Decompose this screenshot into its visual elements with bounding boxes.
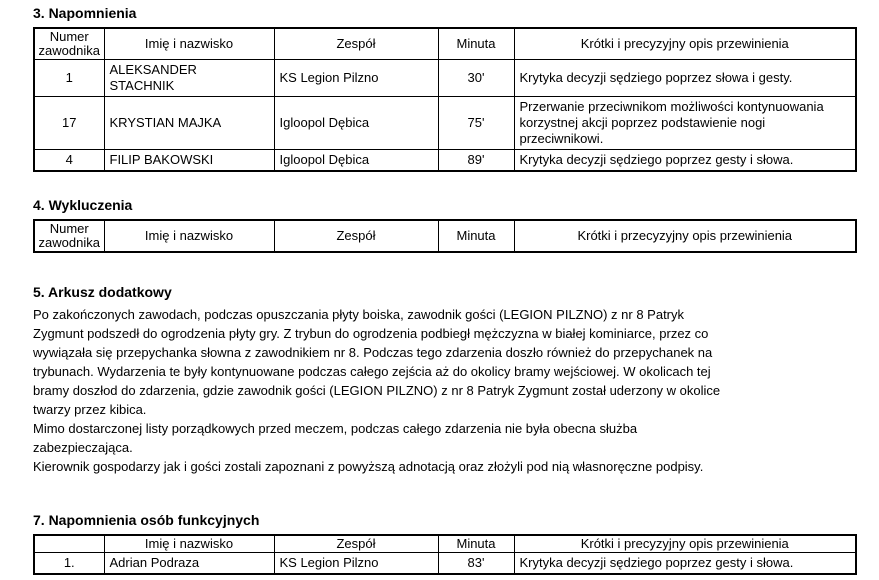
text-line: wywiązała się przepychanka słowna z zawodnikiem nr 8. Podczas tego zdarzenia doszło również do przepychanek na (33, 345, 713, 360)
header-team: Zespół (274, 220, 438, 252)
section-4-title: 4. Wykluczenia (33, 197, 133, 213)
text-line: Zygmunt podszedł do ogrodzenia płyty gry. Z trybun do ogrodzenia podbiegł mężczyzna w białej kominiarce, przez co (33, 326, 709, 341)
text-line: twarzy przez kibica. (33, 402, 147, 417)
section-napomnienia (33, 5, 855, 172)
header-team: Zespół (274, 28, 438, 60)
header-player-number: Numer zawodnika (34, 220, 104, 252)
text-line: Po zakończonych zawodach, podczas opuszczania płyty boiska, zawodnik gości (LEGION PILZNO) z nr 8 Patryk (33, 307, 685, 322)
section-napomnienia-osob-funkcyjnych (33, 512, 855, 575)
additional-sheet-text (33, 305, 855, 476)
text-line: bramy doszłod do zdarzenia, gdzie zawodnik gości (LEGION PILZNO) z nr 8 Patryk Zygmunt został uderzony w okolice (33, 383, 721, 398)
section-wykluczenia (33, 197, 855, 253)
cell-minute: 89' (438, 150, 514, 172)
header-description: Krótki i precyzyjny opis przewinienia (514, 535, 856, 553)
cell-minute: 30' (438, 60, 514, 97)
header-minute: Minuta (438, 220, 514, 252)
cell-minute: 83' (438, 553, 514, 575)
cell-team: KS Legion Pilzno (274, 553, 438, 575)
cell-description: Przerwanie przeciwnikom możliwości kontynuowania korzystnej akcji poprzez podstawienie nogi przeciwnikowi. (514, 97, 856, 150)
table-row (34, 60, 856, 97)
header-description: Krótki i precyzyjny opis przewinienia (514, 28, 856, 60)
table-header-row (34, 220, 856, 252)
cell-name: ALEKSANDER STACHNIK (104, 60, 274, 97)
section-5-title: 5. Arkusz dodatkowy (33, 284, 172, 300)
text-line: trybunach. Wydarzenia te były kontynuowane podczas całego zejścia aż do okolicy bramy wejściowej. W okolicach tej (33, 364, 711, 379)
header-team: Zespół (274, 535, 438, 553)
header-name: Imię i nazwisko (104, 220, 274, 252)
cell-team: KS Legion Pilzno (274, 60, 438, 97)
header-minute: Minuta (438, 28, 514, 60)
cell-description: Krytyka decyzji sędziego poprzez gesty i słowa. (514, 553, 856, 575)
cell-team: Igloopol Dębica (274, 150, 438, 172)
table-header-row (34, 535, 856, 553)
header-player-number: Numer zawodnika (34, 28, 104, 60)
cell-minute: 75' (438, 97, 514, 150)
text-line: Kierownik gospodarzy jak i gości zostali zapoznani z powyższą adnotacją oraz złożyli pod nią własnoręczne podpisy. (33, 459, 704, 474)
section-arkusz-dodatkowy (33, 284, 855, 476)
text-line: zabezpieczająca. (33, 440, 133, 455)
header-number-blank (34, 535, 104, 553)
napomnienia-table (33, 27, 857, 172)
section-3-title: 3. Napomnienia (33, 5, 137, 21)
cell-description: Krytyka decyzji sędziego poprzez słowa i gesty. (514, 60, 856, 97)
cell-description: Krytyka decyzji sędziego poprzez gesty i słowa. (514, 150, 856, 172)
cell-player-number: 4 (34, 150, 104, 172)
header-name: Imię i nazwisko (104, 28, 274, 60)
cell-name: KRYSTIAN MAJKA (104, 97, 274, 150)
header-description: Krótki i przecyzyjny opis przewinienia (514, 220, 856, 252)
text-line: Mimo dostarczonej listy porządkowych przed meczem, podczas całego zdarzenia nie była obecna służba (33, 421, 638, 436)
wykluczenia-table (33, 219, 857, 253)
table-row (34, 150, 856, 172)
table-row (34, 553, 856, 575)
cell-name: Adrian Podraza (104, 553, 274, 575)
cell-number: 1. (34, 553, 104, 575)
table-row (34, 97, 856, 150)
section-7-title: 7. Napomnienia osób funkcyjnych (33, 512, 260, 528)
cell-team: Igloopol Dębica (274, 97, 438, 150)
header-minute: Minuta (438, 535, 514, 553)
cell-player-number: 1 (34, 60, 104, 97)
table-header-row (34, 28, 856, 60)
napomnienia-osob-table (33, 534, 857, 575)
cell-player-number: 17 (34, 97, 104, 150)
cell-name: FILIP BAKOWSKI (104, 150, 274, 172)
header-name: Imię i nazwisko (104, 535, 274, 553)
